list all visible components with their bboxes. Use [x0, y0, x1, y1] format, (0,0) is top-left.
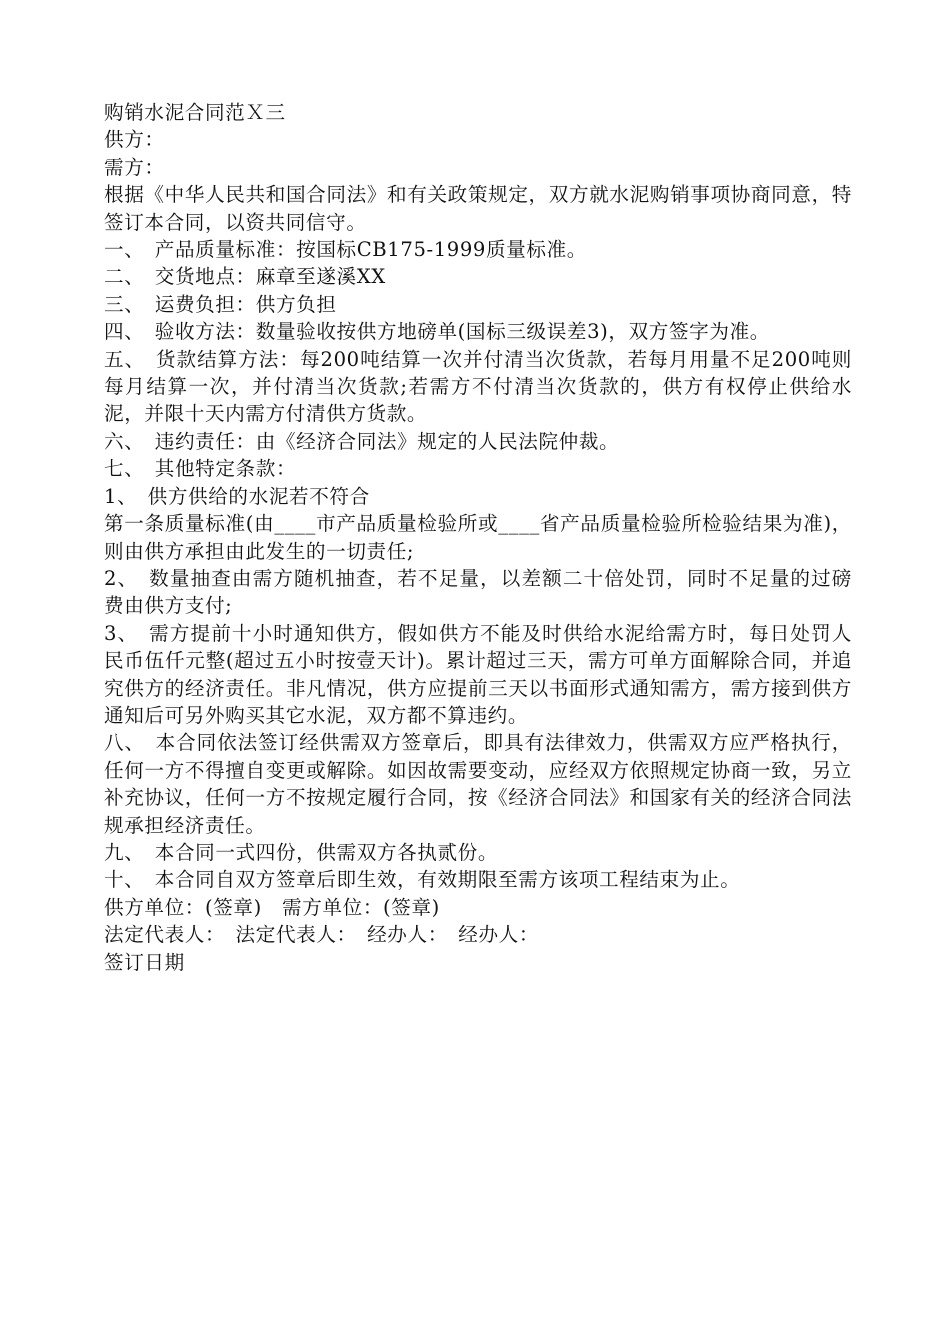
clause-legal-effect: 八、 本合同依法签订经供需双方签章后，即具有法律效力，供需双方应严格执行，任何一方不得擅自变更或解除。如因故需要变动，应经双方依照规定协商一致，另立补充协议，任何一方不按规定履行合同，按《经济合同法》和国家有关的经济合同法规承担经济责任。	[104, 731, 852, 837]
clause-quality-standard: 一、 产品质量标准：按国标CB175-1999质量标准。	[104, 238, 587, 262]
buyer-line: 需方：	[104, 155, 165, 179]
clause-copies: 九、 本合同一式四份，供需双方各执贰份。	[104, 840, 499, 864]
clause-liability: 六、 违约责任：由《经济合同法》规定的人民法院仲裁。	[104, 429, 620, 453]
supplier-line: 供方：	[104, 128, 165, 152]
clause-other-terms: 七、 其他特定条款：	[104, 457, 297, 481]
document-title: 购销水泥合同范Ｘ三	[104, 101, 286, 124]
subclause-2: 2、 数量抽查由需方随机抽查，若不足量，以差额二十倍处罚，同时不足量的过磅费由供方支付;	[104, 566, 852, 618]
signature-representatives: 法定代表人： 法定代表人： 经办人： 经办人：	[104, 923, 540, 947]
clause-freight: 三、 运费负担：供方负担	[104, 292, 337, 316]
clause-validity: 十、 本合同自双方签章后即生效，有效期限至需方该项工程结束为止。	[104, 868, 741, 892]
signature-units: 供方单位：(签章) 需方单位：(签章)	[104, 895, 440, 919]
clause-acceptance: 四、 验收方法：数量验收按供方地磅单(国标三级误差3)，双方签字为准。	[104, 320, 770, 344]
contract-document	[104, 99, 852, 976]
clause-delivery-location: 二、 交货地点：麻章至遂溪XX	[104, 265, 386, 289]
subclause-3: 3、 需方提前十小时通知供方，假如供方不能及时供给水泥给需方时，每日处罚人民币伍仟元整(超过五小时按壹天计)。累计超过三天，需方可单方面解除合同，并追究供方的经济责任。非凡情况，供方应提前三天以书面形式通知需方，需方接到供方通知后可另外购买其它水泥，双方都不算违约。	[104, 621, 852, 727]
clause-payment: 五、 货款结算方法：每200吨结算一次并付清当次货款，若每月用量不足200吨则每月结算一次，并付清当次货款;若需方不付清当次货款的，供方有权停止供给水泥，并限十天内需方付清供方货款。	[104, 347, 852, 426]
subclause-1-detail: 第一条质量标准(由____市产品质量检验所或____省产品质量检验所检验结果为准)，则由供方承担由此发生的一切责任;	[104, 512, 852, 563]
subclause-1: 1、 供方供给的水泥若不符合	[104, 484, 370, 508]
preamble-paragraph: 根据《中华人民共和国合同法》和有关政策规定，双方就水泥购销事项协商同意，特签订本合同，以资共同信守。	[104, 183, 852, 234]
signing-date: 签订日期	[104, 950, 185, 974]
